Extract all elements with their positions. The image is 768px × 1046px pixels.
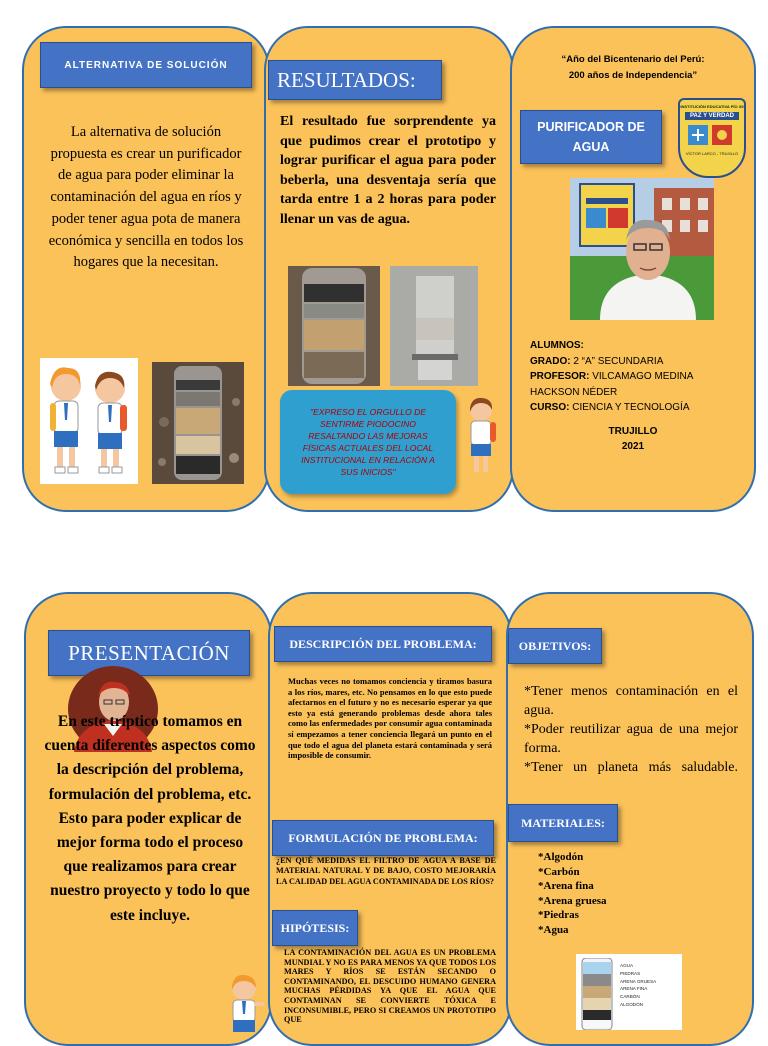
- filter-diagram: [576, 954, 682, 1030]
- presentacion-header-text: PRESENTACIÓN: [68, 640, 230, 665]
- credits-block: [530, 338, 750, 416]
- material-item: *Algodón: [538, 851, 584, 863]
- grado-label: GRADO:: [530, 355, 571, 367]
- alternativa-body: La alternativa de solución propuesta es crear un purificador de agua para poder eliminar la contaminación del agua en ríos y poder tener agua pota de manera económica y sencilla en todos los hogares que la necesitan.: [48, 124, 244, 271]
- objetivos-list: [524, 682, 738, 777]
- hipotesis-header-text: HIPÓTESIS:: [280, 920, 350, 935]
- filter-bottle-diagram-icon: [580, 958, 614, 1030]
- objetivo-item: *Tener un planeta más saludable.: [524, 760, 738, 775]
- diagram-label: ARENA FINA: [620, 986, 648, 992]
- panel-objetivos: [506, 592, 754, 1046]
- descripcion-header-text: DESCRIPCIÓN DEL PROBLEMA:: [289, 636, 477, 651]
- panel-presentacion: [24, 592, 272, 1046]
- material-item: *Agua: [538, 923, 569, 936]
- grado-value: 2 “A” SECUNDARIA: [573, 355, 664, 367]
- filter-prototype-photo: [152, 362, 244, 484]
- diagram-label: ALGODÓN: [620, 1001, 643, 1007]
- school-shield-logo: [678, 98, 746, 178]
- curso-row: [530, 400, 750, 416]
- pope-pius-xii-school-photo: [570, 178, 714, 320]
- profesor-label: PROFESOR:: [530, 371, 590, 383]
- materiales-header: [508, 804, 618, 842]
- purificador-title: [520, 110, 662, 164]
- descripcion-header: [274, 626, 492, 662]
- hipotesis-body: LA CONTAMINACIÓN DEL AGUA ES UN PROBLEMA MUNDIAL Y NO ES PARA MENOS YA QUE TODOS LOS MARES Y RÍOS SE ESTÁN SECANDO O CONTAMINANDO, EL DESCUIDO HUMANO GENERA MUCHAS PÉRDIDAS YA QUE EL AGUA QUE CONTAMINAN SE CONVIERTE TÓXICA E INCONSUMIBLE, PERO SI CREAMOS UN PROTOTIPO QUE: [284, 948, 496, 1025]
- formulacion-header-text: FORMULACIÓN DE PROBLEMA:: [288, 830, 478, 845]
- bicentenario-line2: 200 años de Independencia”: [568, 70, 698, 81]
- objetivos-header: [508, 628, 602, 664]
- diagram-label: PIEDRAS: [620, 970, 641, 976]
- panel-resultados: [264, 26, 514, 512]
- purificador-title-text: PURIFICADOR DE AGUA: [537, 120, 645, 154]
- hipotesis-header: [272, 910, 358, 946]
- panel-portada: [510, 26, 756, 512]
- shield-bottom-text: VÍCTOR LARCO - TRUJILLO: [685, 151, 739, 156]
- curso-value: CIENCIA Y TECNOLOGÍA: [572, 402, 690, 414]
- grado-row: [530, 354, 750, 370]
- diagram-labels: [620, 962, 656, 1009]
- shield-top-text: INSTITUCIÓN EDUCATIVA PÍO XII: [680, 104, 744, 109]
- panel-alternativa: [22, 26, 270, 512]
- resultados-header: [268, 60, 442, 100]
- profesor-row: [530, 369, 750, 385]
- resultados-header-text: RESULTADOS:: [277, 67, 416, 92]
- material-item: *Arena gruesa: [538, 894, 607, 907]
- formulacion-body: ¿EN QUÉ MEDIDAS EL FILTRO DE AGUA A BASE DE MATERIAL NATURAL Y DE BAJO, COSTO MEJORARÍA LA CALIDAD DEL AGUA CONTAMINADA DE LOS RÍOS?: [276, 856, 496, 886]
- material-item: *Carbón: [538, 865, 580, 878]
- resultados-body: El resultado fue sorprendente ya que pudimos crear el prototipo y lograr purificar el agua para poder beberla, una desventaja sería que tarda entre 1 a 2 horas para poder llenar un vas de agua.: [280, 114, 496, 227]
- students-cartoon-image: [40, 358, 138, 484]
- shield-emblem-icon: [680, 123, 740, 149]
- boy-pointing-cartoon-image: [222, 972, 266, 1032]
- objetivos-header-text: OBJETIVOS:: [518, 638, 592, 653]
- alumnos-row: [530, 338, 750, 354]
- profesor-row-2: HACKSON NÉDER: [530, 386, 618, 398]
- alternativa-header: [40, 42, 252, 88]
- panel-problema: [268, 592, 512, 1046]
- city-label: TRUJILLO: [608, 426, 658, 437]
- materiales-header-text: MATERIALES:: [521, 815, 605, 830]
- objetivo-item: *Tener menos contaminación en el agua.: [524, 684, 738, 718]
- formulacion-header: [272, 820, 494, 856]
- quote-box: [280, 390, 456, 494]
- filter-layers-photo: [288, 266, 380, 386]
- objetivo-item: *Poder reutilizar agua de una mejor forma.: [524, 722, 738, 756]
- presentacion-body: En este tríptico tomamos en cuenta diferentes aspectos como la descripción del problema, formulación del problema, etc. Esto para poder explicar de mejor forma todo el proceso que realizamos para crear nuestro proyecto y todo lo que este incluye.: [44, 713, 256, 924]
- diagram-label: CARBÓN: [620, 994, 640, 1000]
- profesor-value: VILCAMAGO MEDINA: [592, 371, 694, 383]
- alternativa-header-text: ALTERNATIVA DE SOLUCIÓN: [64, 59, 228, 71]
- year-label: 2021: [621, 441, 645, 452]
- alumnos-label: ALUMNOS:: [530, 340, 584, 351]
- curso-label: CURSO:: [530, 402, 570, 414]
- boy-cartoon-image: [462, 394, 500, 478]
- material-item: *Piedras: [538, 909, 579, 922]
- material-item: *Arena fina: [538, 880, 594, 893]
- quote-text: "EXPRESO EL ORGULLO DE SENTIRME PIODOCINO RESALTANDO LAS MEJORAS FÍSICAS ACTUALES DEL LOCAL INSTITUCIONAL EN RELACIÓN A SUS INICIOS": [301, 407, 435, 477]
- purified-water-glass-photo: [390, 266, 478, 386]
- diagram-label: ARENA GRUESA: [620, 978, 657, 984]
- descripcion-body: Muchas veces no tomamos conciencia y tiramos basura a los ríos, mares, etc. No pensamos en lo que esto puede afectarnos en el futuro y no es necesario esperar ya que esto ya está generando problemas desde ahora tales como las enfermedades por consumir agua contaminada sí empezamos a tener conciencia llegará un punto en el que todo el agua del planeta estará contaminada y será imposible de consumir.: [288, 676, 492, 761]
- shield-motto: PAZ Y VERDAD: [685, 112, 739, 120]
- bicentenario-line1: “Año del Bicentenario del Perú:: [561, 54, 705, 65]
- materiales-list: [538, 850, 698, 938]
- diagram-label: AGUA: [620, 963, 634, 968]
